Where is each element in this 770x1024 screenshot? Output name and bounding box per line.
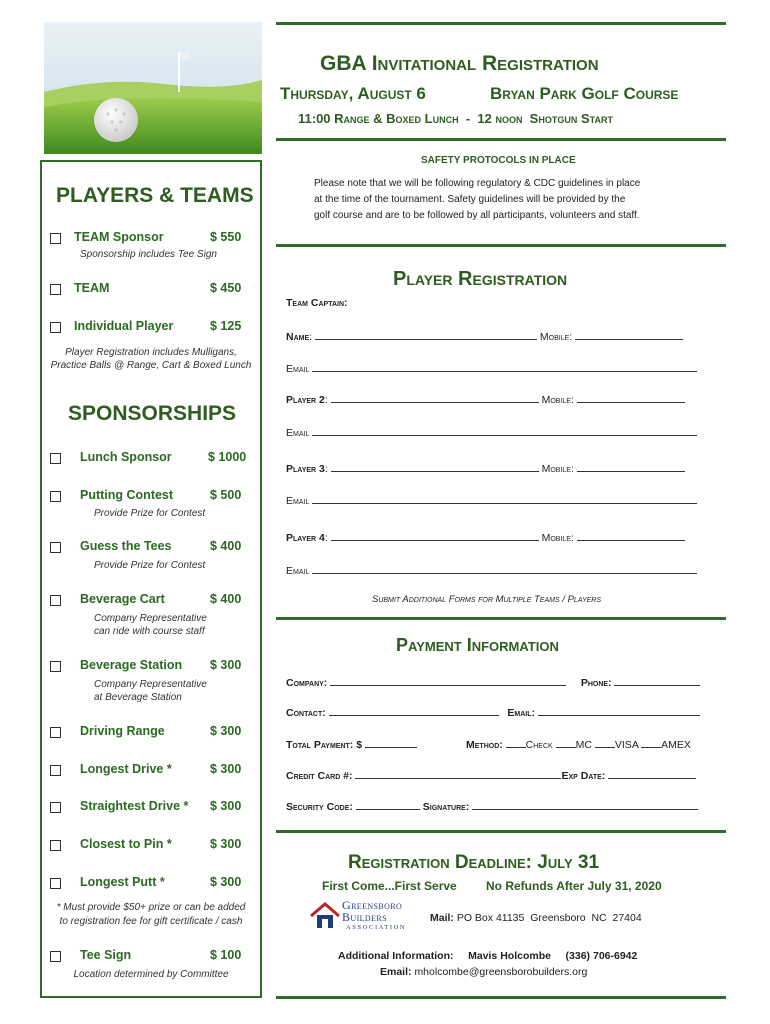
- exp-date-field[interactable]: [608, 769, 696, 779]
- player2-mobile-field[interactable]: [577, 393, 685, 403]
- phone-field[interactable]: [614, 676, 700, 686]
- player4-name-field[interactable]: [331, 531, 539, 541]
- longest-drive-option[interactable]: Longest Drive * $ 300: [50, 762, 260, 782]
- putting-contest-note: Provide Prize for Contest: [94, 508, 206, 519]
- contact-email-row: Email: mholcombe@greensborobuilders.org: [380, 966, 588, 978]
- mc-option[interactable]: [556, 738, 576, 748]
- event-date: Thursday, August 6: [280, 84, 426, 103]
- longest-drive-checkbox[interactable]: [50, 765, 61, 776]
- player4-mobile-field[interactable]: [577, 531, 685, 541]
- header-rule: [276, 138, 726, 141]
- player2-email-field[interactable]: [312, 426, 697, 436]
- signature-field[interactable]: [472, 800, 698, 810]
- captain-name-field[interactable]: [315, 330, 537, 340]
- safety-rule: [276, 244, 726, 247]
- tee-sign-option[interactable]: Tee Sign $ 100: [50, 948, 260, 968]
- payment-rule: [276, 830, 726, 833]
- payment-heading: Payment Information: [396, 635, 559, 655]
- beverage-cart-option[interactable]: Beverage Cart $ 400: [50, 592, 260, 612]
- longest-putt-checkbox[interactable]: [50, 878, 61, 889]
- player3-mobile-field[interactable]: [577, 462, 685, 472]
- company-field[interactable]: [330, 676, 566, 686]
- player2-row: Player 2: Mobile:: [286, 393, 685, 406]
- gba-logo: [308, 898, 420, 934]
- team-sponsor-checkbox[interactable]: [50, 233, 61, 244]
- security-code-field[interactable]: [356, 800, 420, 810]
- no-refunds-text: No Refunds After July 31, 2020: [486, 879, 662, 893]
- visa-option[interactable]: [595, 738, 615, 748]
- credit-card-field[interactable]: [355, 769, 561, 779]
- bottom-rule: [276, 996, 726, 999]
- lunch-sponsor-option[interactable]: Lunch Sponsor $ 1000: [50, 450, 260, 470]
- golf-ball-photo: [44, 22, 262, 154]
- guess-the-tees-option[interactable]: Guess the Tees $ 400: [50, 539, 260, 559]
- tee-sign-checkbox[interactable]: [50, 951, 61, 962]
- player3-row: Player 3: Mobile:: [286, 462, 685, 475]
- contact-email-link[interactable]: mholcombe@greensborobuilders.org: [414, 966, 588, 978]
- player3-name-field[interactable]: [331, 462, 539, 472]
- player4-email-field[interactable]: [312, 564, 697, 574]
- captain-mobile-field[interactable]: [575, 330, 683, 340]
- individual-player-option[interactable]: Individual Player $ 125: [50, 319, 260, 339]
- logo-line-3: ASSOCIATION: [346, 924, 407, 931]
- contact-field[interactable]: [329, 706, 499, 716]
- driving-range-checkbox[interactable]: [50, 727, 61, 738]
- player4-email-row: Email: [286, 564, 697, 577]
- logo-line-2: Builders: [342, 910, 387, 924]
- player3-email-row: Email: [286, 494, 697, 507]
- beverage-station-note-1: Company Representative: [94, 679, 207, 690]
- longest-putt-option[interactable]: Longest Putt * $ 300: [50, 875, 260, 895]
- player-note-line-2: Practice Balls @ Range, Cart & Boxed Lunch: [50, 360, 252, 371]
- driving-range-option[interactable]: Driving Range $ 300: [50, 724, 260, 744]
- beverage-cart-note-1: Company Representative: [94, 613, 207, 624]
- prize-note-line-1: * Must provide $50+ prize or can be added: [56, 902, 246, 913]
- page-title: GBA Invitational Registration: [320, 52, 599, 75]
- total-payment-row: Total Payment: $: [286, 738, 417, 751]
- putting-contest-checkbox[interactable]: [50, 491, 61, 502]
- captain-name-row: Name: Mobile:: [286, 330, 683, 343]
- check-option[interactable]: [506, 738, 526, 748]
- logo-line-1: Greensboro: [342, 898, 403, 912]
- additional-info-row: Additional Information: Mavis Holcombe (336) 706-6942: [338, 950, 638, 962]
- top-rule: [276, 22, 726, 25]
- players-teams-heading: PLAYERS & TEAMS: [56, 184, 254, 207]
- first-come-text: First Come...First Serve: [322, 879, 457, 893]
- sponsorships-heading: SPONSORSHIPS: [68, 402, 237, 425]
- guess-the-tees-note: Provide Prize for Contest: [94, 560, 206, 571]
- captain-email-row: Email: [286, 362, 697, 375]
- house-icon: [308, 900, 342, 930]
- closest-to-pin-option[interactable]: Closest to Pin * $ 300: [50, 837, 260, 857]
- registration-rule: [276, 617, 726, 620]
- company-row: Company: Phone:: [286, 676, 700, 689]
- credit-card-row: Credit Card #: Exp Date:: [286, 769, 696, 782]
- submit-note: Submit Additional Forms for Multiple Teams / Players: [372, 594, 602, 605]
- player-note-line-1: Player Registration includes Mulligans,: [65, 347, 237, 358]
- beverage-cart-checkbox[interactable]: [50, 595, 61, 606]
- player4-row: Player 4: Mobile:: [286, 531, 685, 544]
- total-payment-field[interactable]: [365, 738, 417, 748]
- tee-sign-note: Location determined by Committee: [73, 969, 229, 980]
- deadline-heading: Registration Deadline: July 31: [348, 852, 600, 873]
- guess-the-tees-checkbox[interactable]: [50, 542, 61, 553]
- beverage-station-checkbox[interactable]: [50, 661, 61, 672]
- mail-row: Mail: PO Box 41135 Greensboro NC 27404: [430, 912, 642, 924]
- individual-player-checkbox[interactable]: [50, 322, 61, 333]
- team-checkbox[interactable]: [50, 284, 61, 295]
- prize-note-line-2: to registration fee for gift certificate / cash: [59, 916, 243, 927]
- beverage-station-note-2: at Beverage Station: [94, 692, 182, 703]
- putting-contest-option[interactable]: Putting Contest $ 500: [50, 488, 260, 508]
- beverage-cart-note-2: can ride with course staff: [94, 626, 205, 637]
- player2-name-field[interactable]: [331, 393, 539, 403]
- closest-to-pin-checkbox[interactable]: [50, 840, 61, 851]
- safety-line-1: Please note that we will be following regulatory & CDC guidelines in place: [314, 178, 641, 189]
- player2-email-row: Email: [286, 426, 697, 439]
- team-sponsor-note: Sponsorship includes Tee Sign: [80, 249, 217, 260]
- team-captain-label: Team Captain:: [286, 297, 348, 309]
- player-registration-heading: Player Registration: [393, 268, 568, 290]
- safety-line-2: at the time of the tournament. Safety guidelines will be provided by the: [314, 194, 626, 205]
- straightest-drive-checkbox[interactable]: [50, 802, 61, 813]
- safety-title: SAFETY PROTOCOLS IN PLACE: [421, 155, 576, 166]
- lunch-sponsor-checkbox[interactable]: [50, 453, 61, 464]
- captain-email-field[interactable]: [312, 362, 697, 372]
- payment-email-field[interactable]: [538, 706, 700, 716]
- safety-line-3: golf course and are to be followed by all participants, volunteers and staff.: [314, 210, 640, 221]
- security-row: Security Code: Signature:: [286, 800, 698, 813]
- team-option[interactable]: TEAM $ 450: [50, 281, 260, 301]
- player3-email-field[interactable]: [312, 494, 697, 504]
- amex-option[interactable]: [641, 738, 661, 748]
- event-schedule: 11:00 Range & Boxed Lunch - 12 noon Shotgun Start: [298, 111, 613, 126]
- straightest-drive-option[interactable]: Straightest Drive * $ 300: [50, 799, 260, 819]
- method-row: Method: Check MC VISA AMEX: [466, 739, 691, 751]
- beverage-station-option[interactable]: Beverage Station $ 300: [50, 658, 260, 678]
- contact-row: Contact: Email:: [286, 706, 700, 719]
- team-sponsor-option[interactable]: TEAM Sponsor $ 550: [50, 230, 260, 250]
- event-venue: Bryan Park Golf Course: [490, 84, 679, 103]
